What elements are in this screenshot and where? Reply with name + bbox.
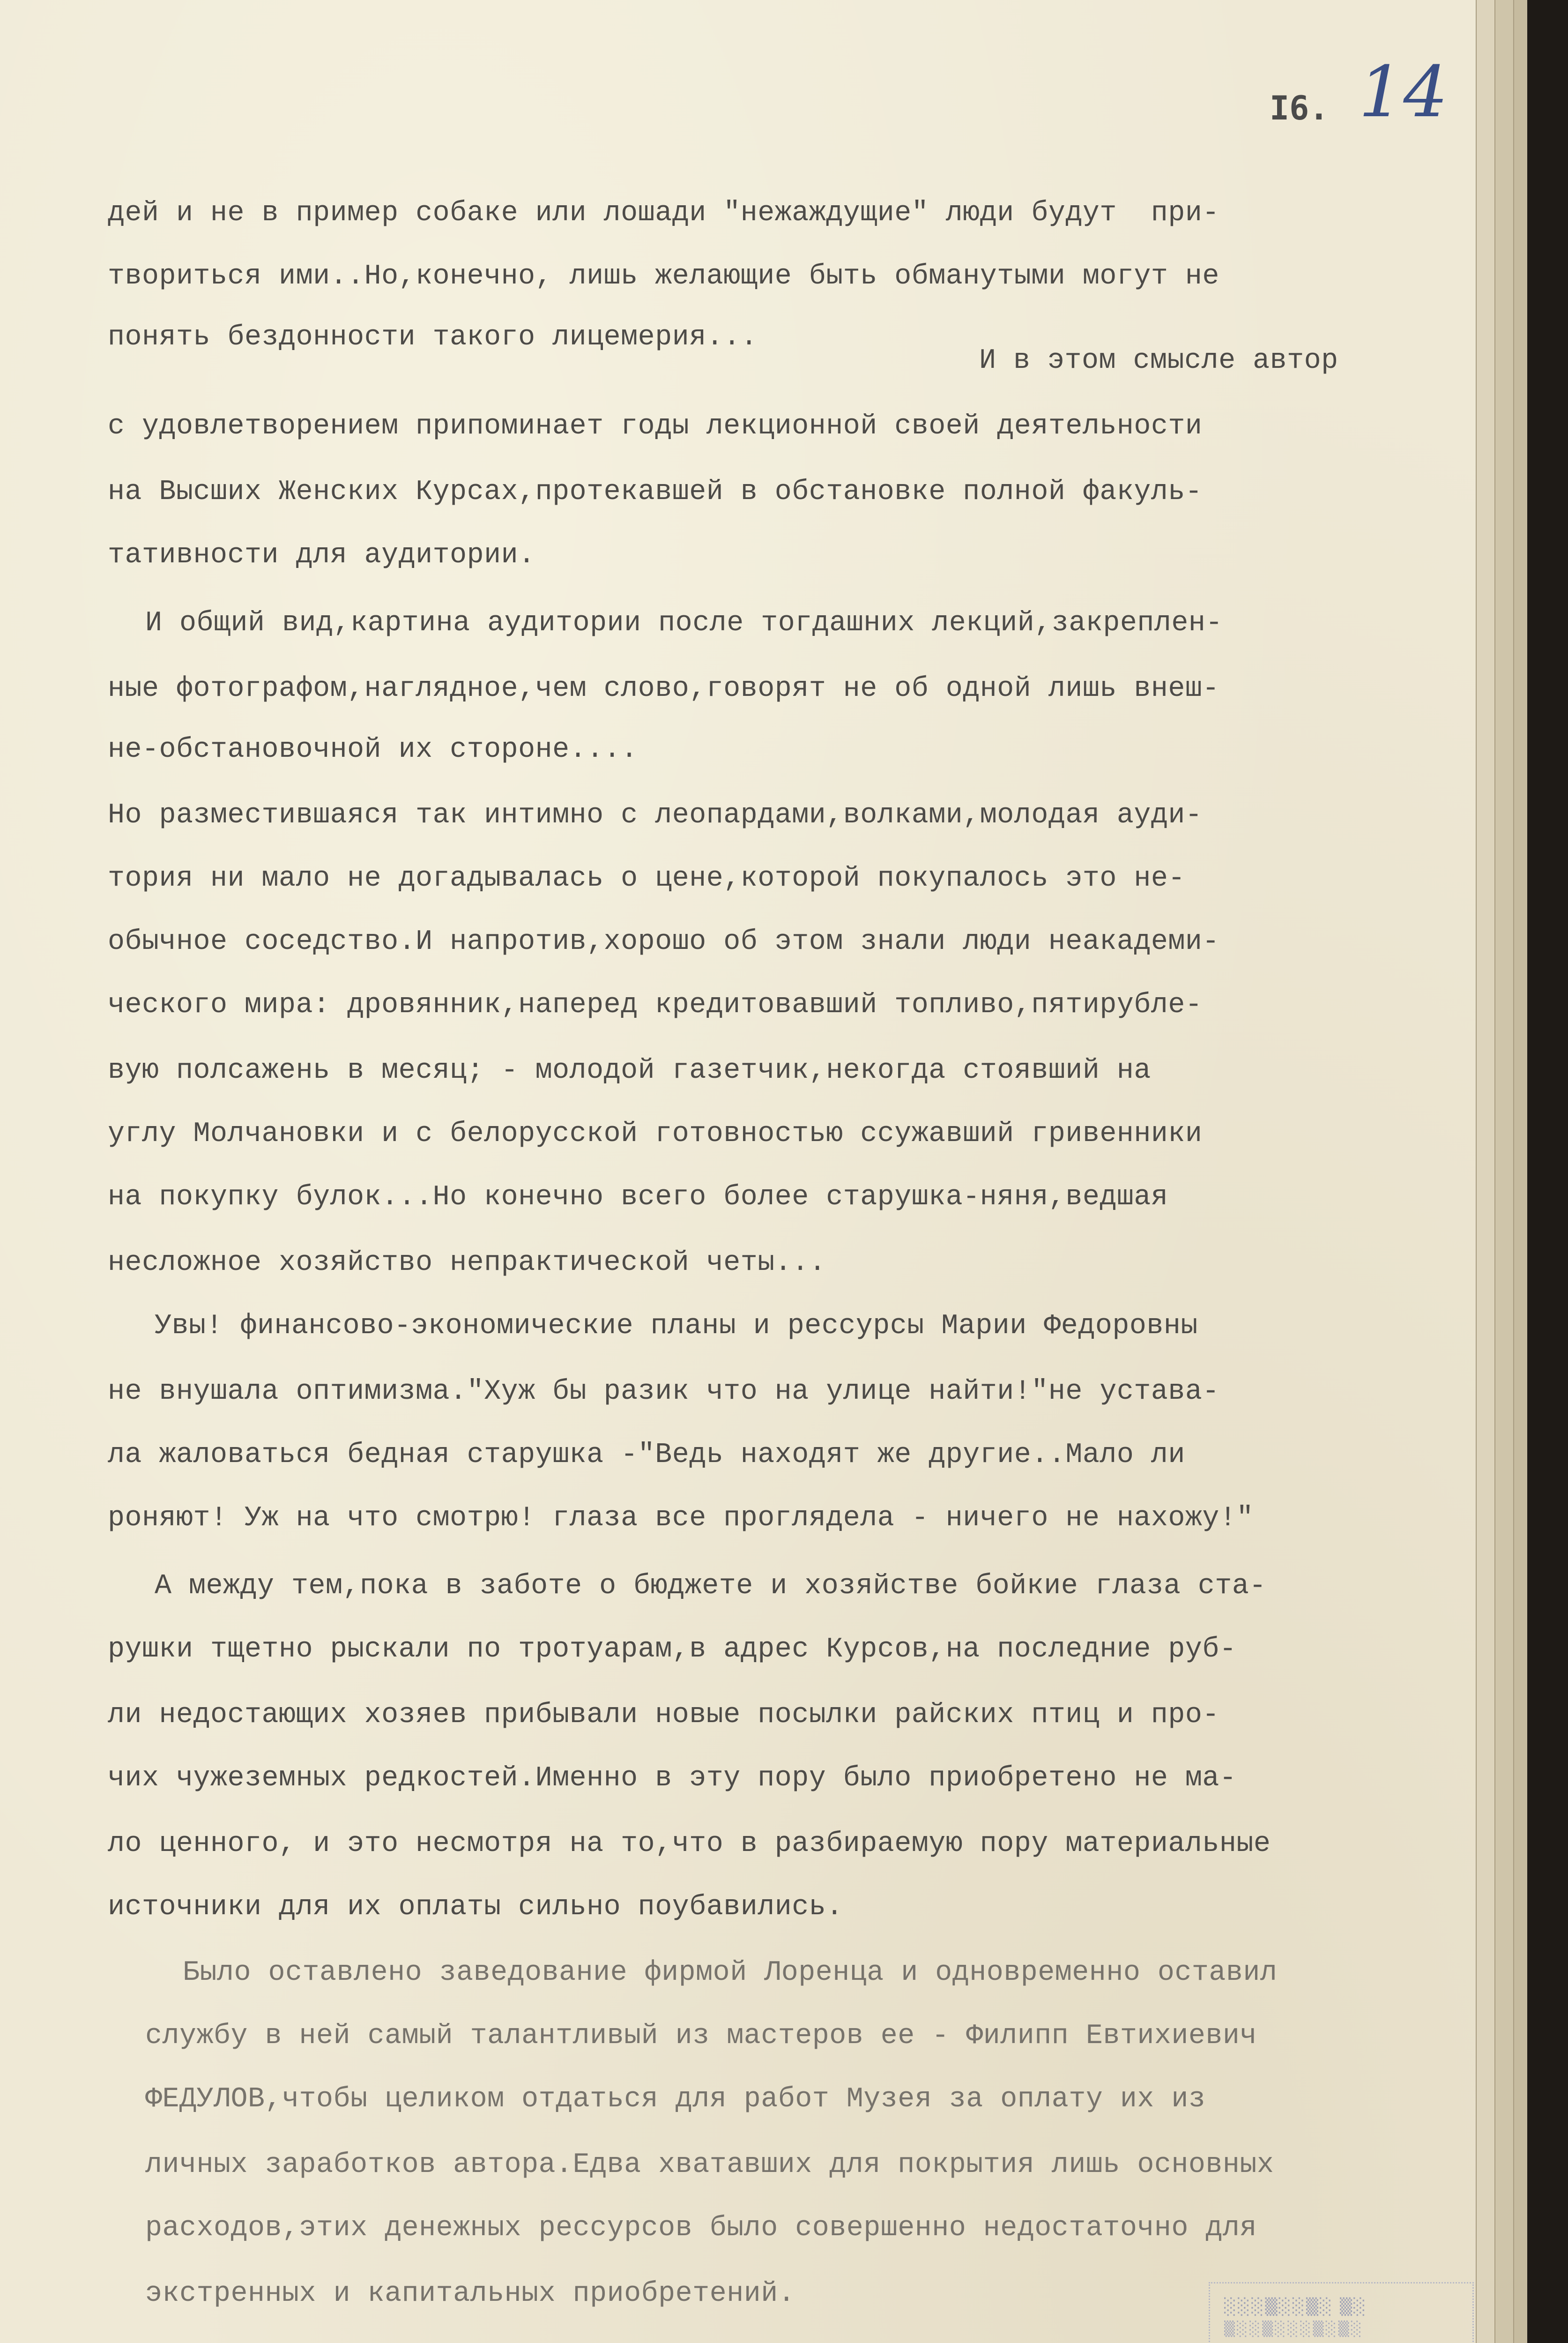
stacked-page-edge [1476, 0, 1495, 2343]
text-line: источники для их оплаты сильно поубавились. [108, 1891, 843, 1923]
text-line: рушки тщетно рыскали по тротуарам,в адрес Курсов,на последние руб- [108, 1634, 1237, 1665]
page-number: I6. [1270, 89, 1329, 127]
text-line: дей и не в пример собаке или лошади "нежаждущие" люди будут при- [108, 197, 1219, 229]
text-line: Но разместившаяся так интимно с леопардами,волками,молодая ауди- [108, 799, 1203, 831]
text-line: тативности для аудитории. [108, 539, 535, 571]
text-line: Было оставлено заведование фирмой Лоренца и одновременно оставил [183, 1957, 1278, 1989]
text-line: не-обстановочной их стороне.... [108, 734, 638, 766]
text-line: И в этом смысле автор [979, 345, 1338, 377]
text-line: И общий вид,картина аудитории после тогдашних лекций,закреплен- [145, 607, 1223, 639]
text-line: углу Молчановки и с белорусской готовностью ссужавший гривенники [108, 1118, 1203, 1150]
text-line: роняют! Уж на что смотрю! глаза все проглядела - ничего не нахожу!" [108, 1502, 1254, 1534]
text-line: расходов,этих денежных рессурсов было совершенно недостаточно для [145, 2212, 1257, 2244]
text-line: с удовлетворением припоминает годы лекционной своей деятельности [108, 410, 1203, 442]
text-line: Увы! финансово-экономические планы и рессурсы Марии Федоровны [155, 1310, 1198, 1342]
handwritten-page-number: 14 [1359, 52, 1448, 133]
stacked-page-edge [1494, 0, 1514, 2343]
text-line: на покупку булок...Но конечно всего более старушка-няня,ведшая [108, 1181, 1168, 1213]
text-line: не внушала оптимизма."Хуж бы разик что на улице найти!"не устава- [108, 1376, 1219, 1408]
stacked-page-edge [1513, 0, 1528, 2343]
text-line: ло ценного, и это несмотря на то,что в разбираемую пору материальные [108, 1828, 1271, 1860]
text-line: несложное хозяйство непрактической четы... [108, 1247, 826, 1279]
text-line: А между тем,пока в заботе о бюджете и хозяйстве бойкие глаза ста- [155, 1570, 1266, 1602]
text-line: ли недостающих хозяев прибывали новые посылки райских птиц и про- [108, 1699, 1219, 1731]
text-line: тория ни мало не догадывалась о цене,которой покупалось это не- [108, 863, 1185, 895]
stamp-mark-top: ░░░▒░░▒░ ▒░ [1224, 2298, 1367, 2316]
text-line: чих чужеземных редкостей.Именно в эту пору было приобретено не ма- [108, 1762, 1237, 1794]
text-line: ла жаловаться бедная старушка -"Ведь находят же другие..Мало ли [108, 1439, 1185, 1471]
text-line: личных заработков автора.Едва хватавших для покрытия лишь основных [145, 2149, 1274, 2181]
text-line: службу в ней самый талантливый из мастеров ее - Филипп Евтихиевич [145, 2020, 1257, 2052]
archive-stamp [1209, 2282, 1474, 2343]
text-line: обычное соседство.И напротив,хорошо об этом знали люди неакадеми- [108, 926, 1219, 958]
text-line: понять бездонности такого лицемерия... [108, 321, 758, 353]
text-line: вую полсажень в месяц; - молодой газетчик,некогда стоявший на [108, 1055, 1151, 1087]
stamp-mark-bottom: ▒░░▒░░░▒░▒░ [1224, 2321, 1364, 2337]
text-line: ФЕДУЛОВ,чтобы целиком отдаться для работ Музея за оплату их из [145, 2083, 1206, 2115]
text-line: ные фотографом,наглядное,чем слово,говорят не об одной лишь внеш- [108, 673, 1219, 705]
text-line: экстренных и капитальных приобретений. [145, 2278, 795, 2310]
text-line: на Высших Женских Курсах,протекавшей в обстановке полной факуль- [108, 476, 1203, 508]
text-line: твориться ими..Но,конечно, лишь желающие быть обманутыми могут не [108, 261, 1219, 292]
text-line: ческого мира: дровянник,наперед кредитовавший топливо,пятирубле- [108, 989, 1203, 1021]
scan-background [1527, 0, 1568, 2343]
